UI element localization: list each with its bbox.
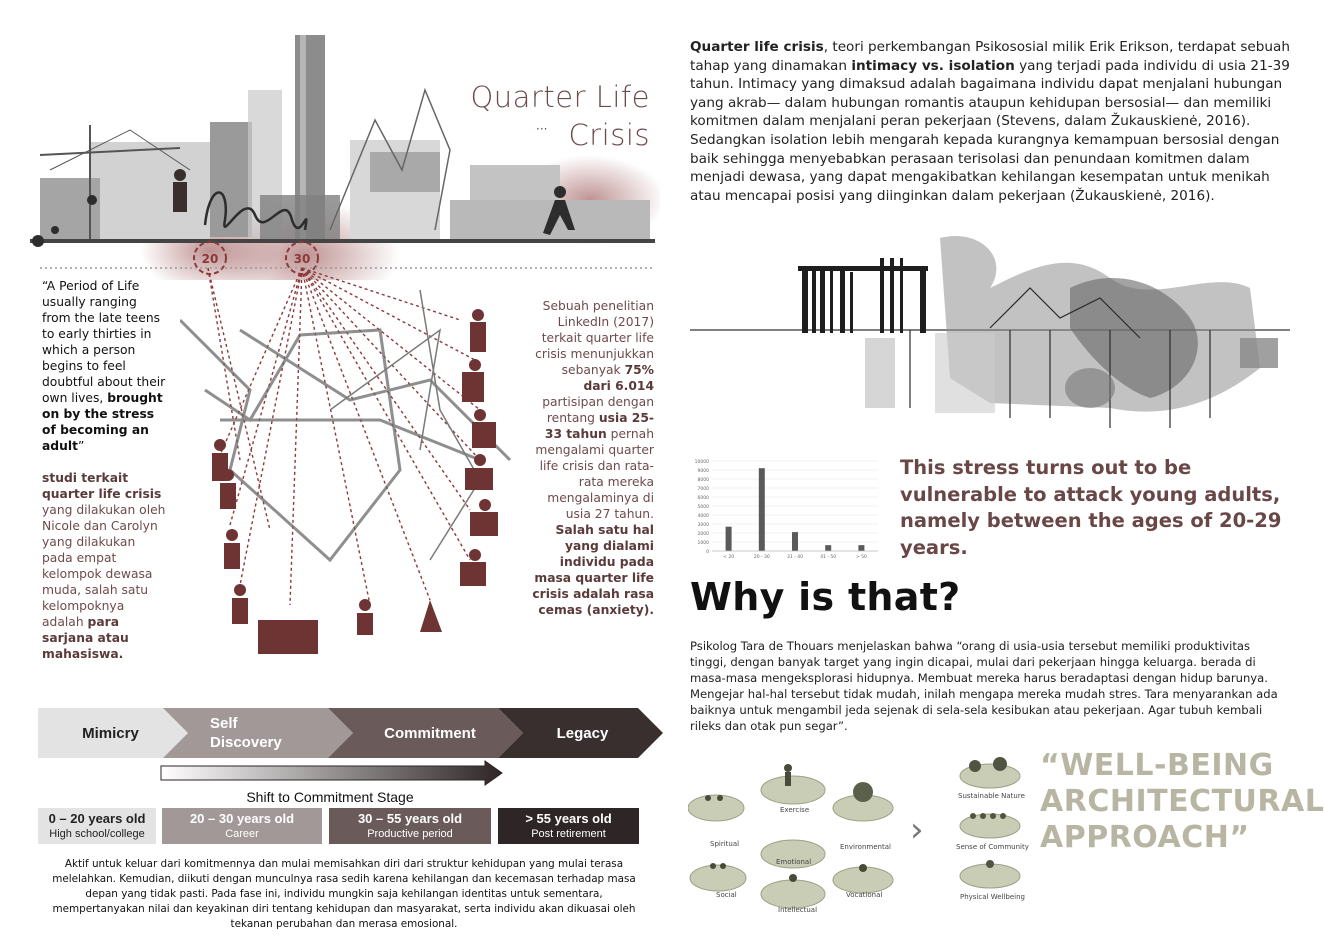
chart-y-tick-label: 8000 — [697, 478, 709, 483]
quote-part-2-bold: brought on by the stress of becoming an adult — [42, 391, 163, 453]
chart-y-tick-label: 2000 — [697, 532, 709, 537]
chart-bar — [726, 527, 732, 551]
figure-12 — [470, 499, 498, 536]
intro-part-3-bold: intimacy vs. isolation — [851, 57, 1015, 74]
age-range-0: 0 – 20 years old — [48, 811, 146, 826]
age-box-2 — [329, 808, 491, 844]
city-collage — [30, 30, 660, 280]
approach-label-sense-of-community: Sense of Community — [956, 843, 1029, 851]
age-range-3: > 55 years old — [525, 811, 612, 826]
page-title — [470, 78, 650, 154]
chart-x-tick-label: 20 - 30 — [753, 555, 770, 560]
stage-label-mimicry: Mimicry — [82, 724, 139, 742]
why-heading: Why is that? — [690, 575, 961, 619]
figure-10 — [472, 409, 496, 448]
stage-mimicry — [38, 708, 183, 758]
chart-x-tick-label: 31 - 40 — [787, 555, 803, 560]
quote-text — [42, 278, 167, 454]
chart-y-tick-label: 7000 — [697, 487, 709, 492]
figure-5 — [258, 620, 318, 654]
linkedin-part-2-bold: 75% dari 6.014 — [583, 363, 654, 393]
figure-4 — [232, 584, 248, 624]
age-box-1 — [162, 808, 322, 844]
wheel-label-emotional: Emotional — [776, 858, 812, 866]
chart-bar — [759, 468, 765, 551]
chart-bar — [858, 545, 864, 551]
figure-11 — [465, 454, 493, 490]
wheel-label-social: Social — [716, 891, 737, 899]
approach-icons — [955, 754, 1025, 904]
stage-self-discovery — [210, 708, 290, 758]
age-range-1: 20 – 30 years old — [189, 811, 295, 826]
wellbeing-headline: “WELL-BEING ARCHITECTURAL APPROACH” — [1040, 748, 1324, 855]
age-sub-2: Productive period — [367, 828, 453, 840]
psychologist-paragraph: Psikolog Tara de Thouars menjelaskan bahwa “orang di usia-usia tersebut memiliki produktivitas tinggi, dengan banyak target yang ingin dicapai, mulai dari pekerjaan hingga keluarga. berada di masa-masa mengeksplorasi hidupnya. Membuat mereka harus beradaptasi dengan hidup barunya. Mengejar hal-hal tersebut tidak mudah, inilah mengapa mereka mudah stres. Tara menyarankan ada baiknya untuk mengambil jeda sejenak di sela-sela kesibukan atau pekerjaan. Agar tubuh kembali rileks dan otak pun segar”. — [690, 639, 1278, 733]
stage-label-self-discovery: Self Discovery — [210, 715, 282, 751]
chart-x-tick-label: > 50 — [855, 555, 867, 560]
age-bar-chart — [690, 455, 880, 565]
bottom-paragraph: Aktif untuk keluar dari komitmennya dan mulai memisahkan diri dari struktur kehidupan yang mulai terasa melelahkan. Kemudian, diikuti dengan munculnya rasa sedih karena kehilangan dan kecemasan terhadap masa depan yang tidak pasti. Pada fase ini, individu mungkin saja kehilangan identitas untuk sementara, mempertanyakan nilai dan keyakinan diri tentang kehidupan dan masyarakat, serta individu akan dikuasai oleh tekanan perubahan dan merasa emosional. — [52, 858, 636, 930]
chart-y-tick-label: 0 — [706, 550, 709, 555]
figure-3 — [224, 529, 240, 569]
figure-8 — [470, 309, 486, 352]
figure-6 — [357, 599, 373, 635]
intro-part-1-bold: Quarter life crisis — [690, 39, 824, 55]
linkedin-part-6-bold: Salah satu hal yang dialami individu pada masa quarter life crisis adalah rasa cemas (anxiety). — [532, 523, 654, 617]
study-part-3-bold: para sarjana atau mahasiswa. — [42, 615, 129, 661]
intro-paragraph — [690, 38, 1290, 205]
chart-x-tick-label: < 20 — [723, 555, 735, 560]
linkedin-part-1: Sebuah penelitian LinkedIn (2017) terkait quarter life crisis menunjukkan sebanyak — [535, 299, 654, 377]
stage-legacy — [520, 708, 645, 758]
quote-part-3: ” — [77, 439, 85, 453]
stress-headline: This stress turns out to be vulnerable to attack young adults, namely between the ages of 20-29 years. — [900, 456, 1282, 559]
chart-y-tick-label: 4000 — [697, 514, 709, 519]
age-box-0 — [38, 808, 156, 844]
figure-13 — [460, 549, 486, 586]
wheel-label-exercise: Exercise — [780, 806, 810, 814]
age-marker-30: 30 — [293, 252, 311, 266]
approach-label-physical-wellbeing: Physical Wellbeing — [960, 893, 1025, 901]
stage-label-legacy: Legacy — [556, 724, 609, 742]
age-range-2: 30 – 55 years old — [357, 811, 463, 826]
shift-label: Shift to Commitment Stage — [246, 789, 414, 805]
chart-y-tick-label: 5000 — [697, 505, 709, 510]
approach-label-sustainable-nature: Sustainable Nature — [958, 792, 1025, 800]
chevron-right-icon: › — [910, 810, 924, 850]
figure-9 — [462, 359, 484, 402]
study-part-1-bold: studi terkait quarter life crisis — [42, 471, 162, 501]
chart-y-tick-label: 3000 — [697, 523, 709, 528]
age-sub-3: Post retirement — [531, 828, 606, 840]
wheel-label-vocational: Vocational — [846, 891, 883, 899]
linkedin-text — [530, 298, 654, 618]
chart-y-tick-label: 6000 — [697, 496, 709, 501]
intro-part-4: yang terjadi pada individu di usia 21-39 tahun. Intimacy yang dimaksud adalah bagaimana individu dapat menjalani hubungan yang akrab— dalam hubungan romantis ataupun kehidupan bersosial— dan memiliki komitmen dalam menjalani peran pekerjaan (Stevens, dalam Žukauskienė, 2016). Sedangkan isolation lebih mengarah kepada kurangnya kemampuan bersosial dengan baik sehingga menyebabkan perasaan terisolasi dan penundaan komitmen dalam menjadi dewasa, yang dapat mengakibatkan kehilangan kesempatan untuk menikah atau mencapai posisi yang diinginkan dalam pekerjaan (Žukauskienė, 2016). — [690, 57, 1290, 204]
age-sub-1: Career — [225, 828, 259, 840]
linkedin-part-5: pernah mengalami quarter life crisis dan rata-rata mereka mengalaminya di usia 27 tahun. — [535, 427, 654, 521]
linkedin-part-4-bold: usia 25-33 tahun — [544, 411, 654, 441]
chart-y-tick-label: 10000 — [694, 460, 709, 465]
wheel-label-spiritual: Spiritual — [710, 840, 740, 848]
age-sub-0: High school/college — [49, 828, 145, 840]
figure-7 — [420, 600, 442, 632]
age-marker-20: 20 — [201, 252, 219, 266]
quote-part-1: “A Period of Life usually ranging from the late teens to early thirties in which a person begins to feel doubtful about their own lives, — [42, 279, 166, 405]
chart-y-tick-label: 9000 — [697, 469, 709, 474]
chart-y-tick-label: 1000 — [697, 541, 709, 546]
figure-2 — [220, 469, 236, 509]
chart-bar — [792, 532, 798, 551]
wheel-label-environmental: Environmental — [840, 843, 891, 851]
linkedin-part-3: partisipan dengan rentang — [542, 395, 654, 425]
title-line-2: Crisis — [568, 118, 650, 152]
anxiety-diagram — [180, 260, 540, 670]
study-text — [42, 470, 167, 662]
title-line-1: Quarter Life — [470, 80, 650, 114]
shift-arrow — [160, 760, 505, 788]
stage-commitment — [360, 708, 500, 758]
intro-part-2: , teori perkembangan Psikososial milik Erik Erikson, terdapat sebuah tahap yang dinamakan — [690, 39, 1290, 74]
wheel-label-intellectual: Intellectual — [778, 906, 818, 914]
chart-bar — [825, 545, 831, 551]
study-part-2: yang dilakukan oleh Nicole dan Carolyn yang dilakukan pada empat kelompok dewasa muda, salah satu kelompoknya adalah — [42, 503, 166, 629]
title-dots: ··· — [536, 122, 548, 136]
architecture-collage — [690, 228, 1290, 433]
stage-label-commitment: Commitment — [384, 724, 476, 742]
age-box-3 — [498, 808, 639, 844]
chart-x-tick-label: 41 - 50 — [820, 555, 837, 560]
